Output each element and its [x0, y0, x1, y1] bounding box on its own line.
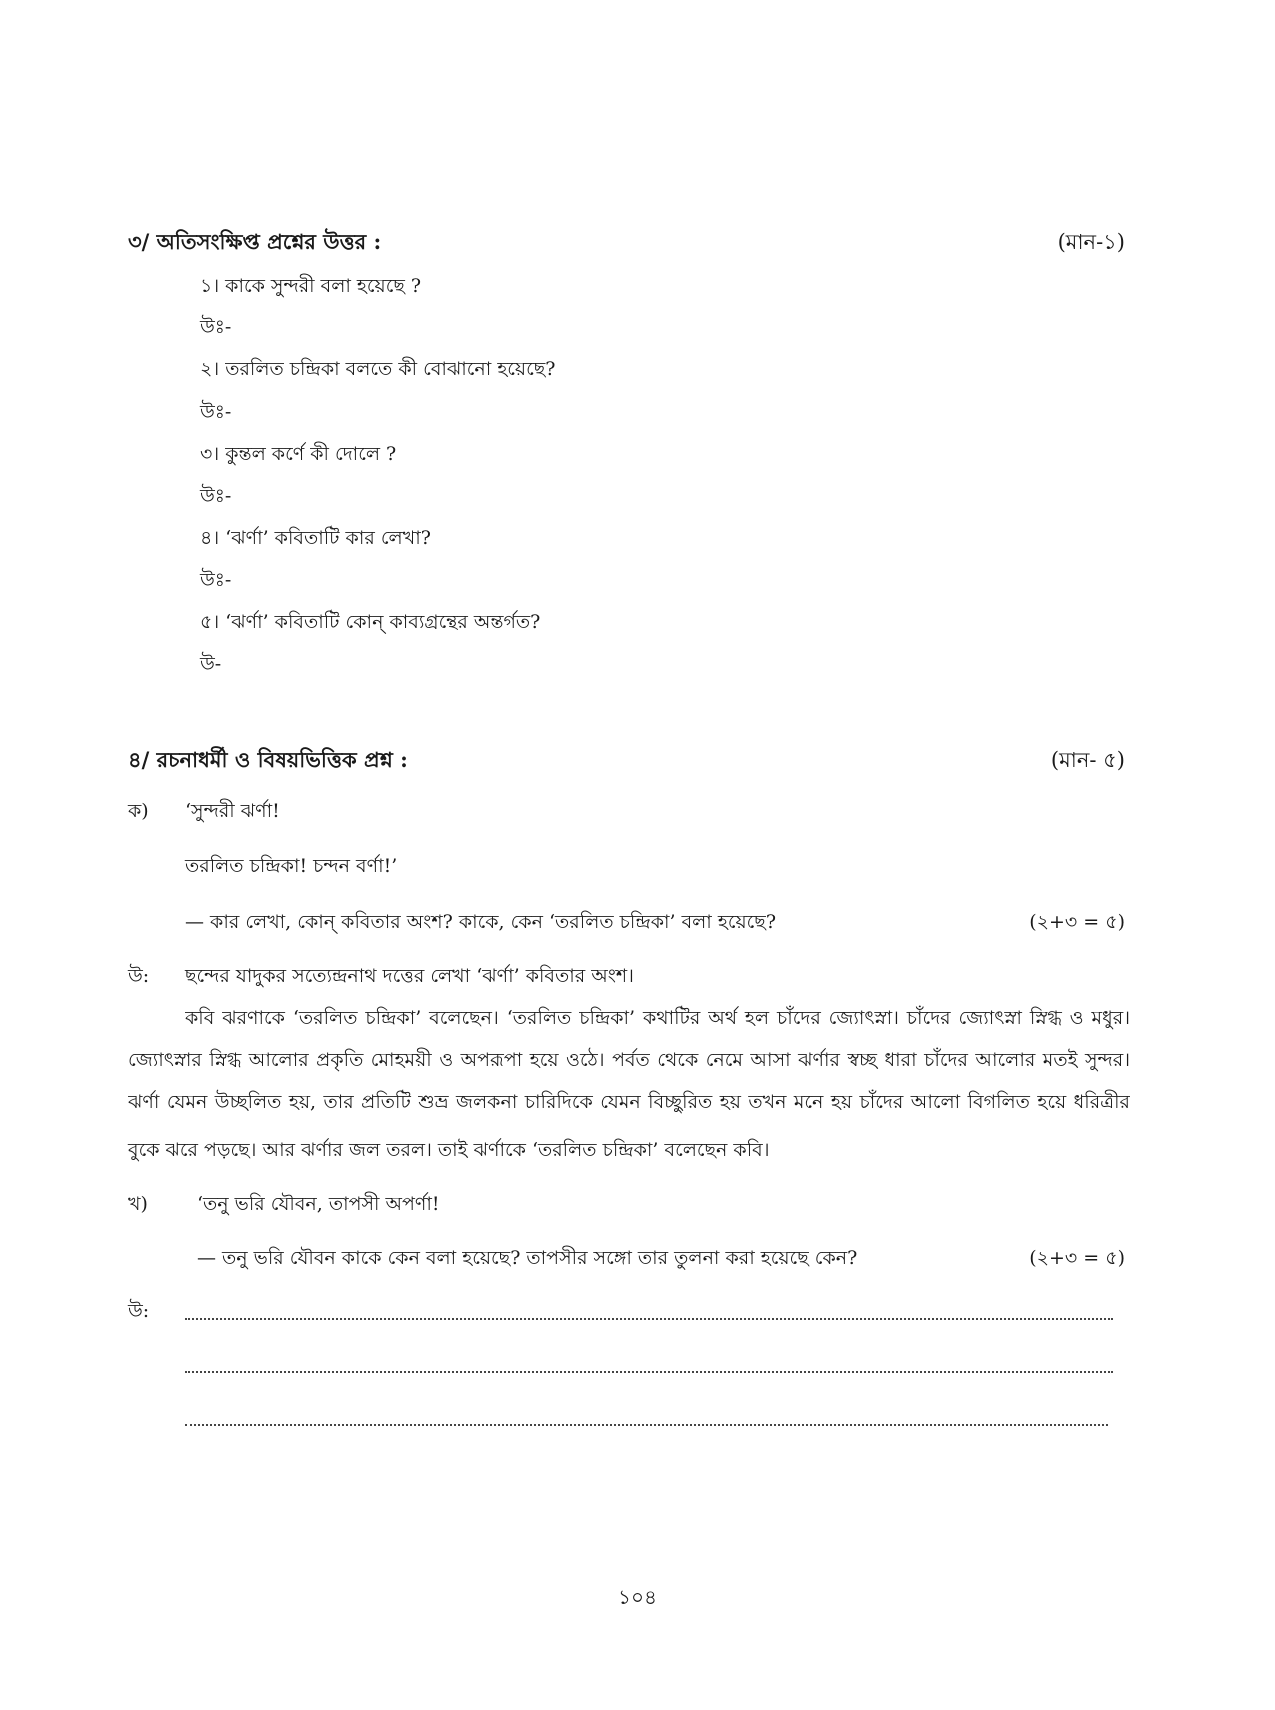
answer-ka-para-line-3: ঝর্ণা যেমন উচ্ছলিত হয়, তার প্রতিটি শুভ্র জলকনা চারিদিকে যেমন বিচ্ছুরিত হয় তখন মনে হয় চাঁদের আলো বিগলিত হয়ে ধরিত্রীর — [128, 1091, 1130, 1113]
answer-ka-para-line-1: কবি ঝরণাকে ‘তরলিত চন্দ্রিকা’ বলেছেন। ‘তরলিত চন্দ্রিকা’ কথাটির অর্থ হল চাঁদের জ্যোৎস্না। চাঁদের জ্যোৎস্না স্নিগ্ধ ও মধুর। — [185, 1007, 1130, 1029]
answer-ka-first-line: ছন্দের যাদুকর সত্যেন্দ্রনাথ দত্তের লেখা ‘ঝর্ণা’ কবিতার অংশ। — [185, 965, 634, 987]
question-ka-marks: (২+৩ = ৫) — [1029, 911, 1125, 933]
question-kha-prompt: — তনু ভরি যৌবন কাকে কেন বলা হয়েছে? তাপসীর সঙ্গো তার তুলনা করা হয়েছে কেন? — [197, 1247, 858, 1269]
answer-ka-label: উ: — [128, 965, 150, 987]
question-ka-quote-line-1: ‘সুন্দরী ঝর্ণা! — [185, 800, 280, 822]
section-4-title: ৪/ রচনাধর্মী ও বিষয়ভিত্তিক প্রশ্ন : — [128, 747, 408, 772]
answer-5-label: উ- — [200, 653, 222, 675]
question-ka-prompt: — কার লেখা, কোন্ কবিতার অংশ? কাকে, কেন ‘তরলিত চন্দ্রিকা’ বলা হয়েছে? — [185, 911, 777, 933]
section-3-marks: (মান-১) — [1057, 230, 1125, 254]
question-kha-marks: (২+৩ = ৫) — [1029, 1247, 1125, 1269]
question-ka-quote-line-2: তরলিত চন্দ্রিকা! চন্দন বর্ণা!’ — [185, 855, 398, 877]
question-1: ১। কাকে সুন্দরী বলা হয়েছে ? — [200, 275, 422, 297]
section-3-title: ৩/ অতিসংক্ষিপ্ত প্রশ্নের উত্তর : — [128, 229, 382, 254]
question-4: ৪। ‘ঝর্ণা’ কবিতাটি কার লেখা? — [200, 527, 431, 549]
answer-1-label: উঃ- — [200, 316, 232, 338]
answer-3-label: উঃ- — [200, 485, 232, 507]
question-kha-quote: ‘তনু ভরি যৌবন, তাপসী অপর্ণা! — [197, 1193, 440, 1215]
question-5: ৫। ‘ঝর্ণা’ কবিতাটি কোন্ কাব্যগ্রন্থের অন্তর্গত? — [200, 611, 541, 633]
question-ka-label: ক) — [128, 800, 149, 822]
answer-kha-label: উ: — [128, 1300, 150, 1322]
question-kha-label: খ) — [128, 1193, 148, 1215]
answer-ka-para-line-2: জ্যোৎস্নার স্নিগ্ধ আলোর প্রকৃতি মোহময়ী ও অপরূপা হয়ে ওঠে। পর্বত থেকে নেমে আসা ঝর্ণার স্বচ্ছ ধারা চাঁদের আলোর মতই সুন্দর। — [128, 1049, 1130, 1071]
answer-line-1 — [185, 1318, 1113, 1320]
answer-line-3 — [185, 1424, 1108, 1426]
answer-2-label: উঃ- — [200, 401, 232, 423]
question-3: ৩। কুন্তল কর্ণে কী দোলে ? — [200, 443, 397, 465]
answer-4-label: উঃ- — [200, 569, 232, 591]
answer-line-2 — [185, 1371, 1113, 1373]
answer-ka-para-line-4: বুকে ঝরে পড়ছে। আর ঝর্ণার জল তরল। তাই ঝর্ণাকে ‘তরলিত চন্দ্রিকা’ বলেছেন কবি। — [128, 1139, 770, 1161]
page-number: ১০৪ — [618, 1585, 657, 1609]
section-4-marks: (মান- ৫) — [1050, 748, 1125, 772]
question-2: ২। তরলিত চন্দ্রিকা বলতে কী বোঝানো হয়েছে? — [200, 358, 556, 380]
